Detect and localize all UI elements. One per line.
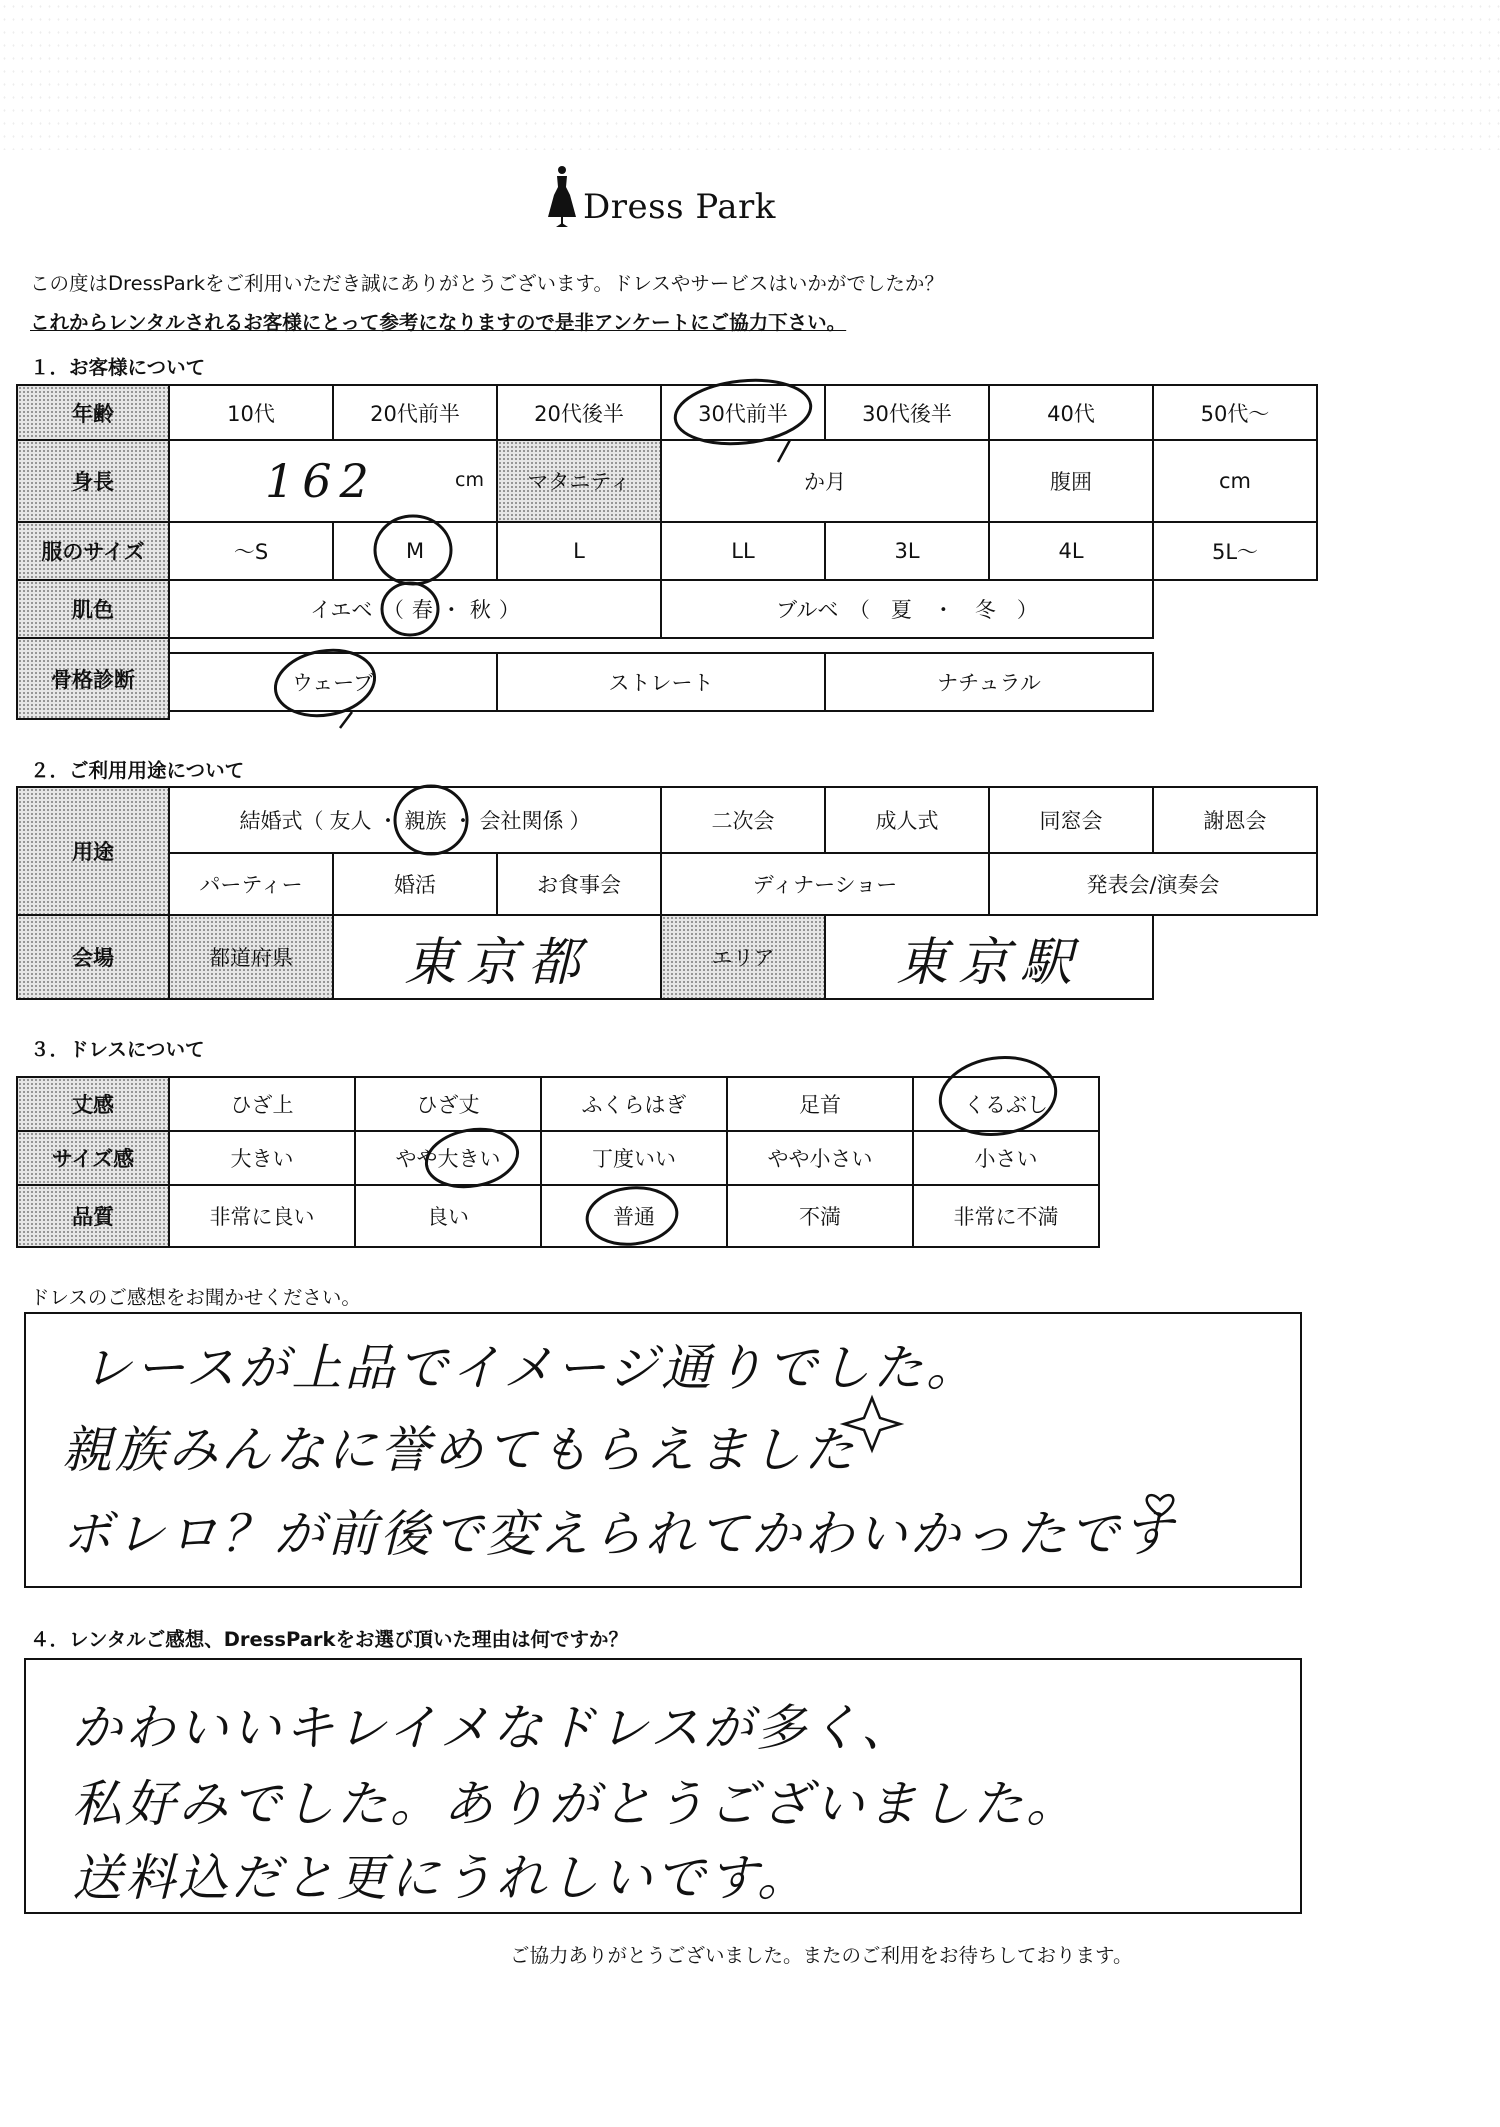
size-option-selected[interactable]: M [332,521,498,581]
fit-label: サイズ感 [16,1130,170,1186]
height-label: 身長 [16,439,170,523]
length-option[interactable]: 足首 [726,1076,914,1132]
size-label: 服のサイズ [16,521,170,581]
waist-unit: cm [1218,469,1251,493]
quality-option[interactable]: 非常に不満 [912,1184,1100,1248]
age-label: 年齢 [16,384,170,441]
fit-option[interactable]: 大きい [168,1130,356,1186]
impression-line: ボレロ？が前後で変えられてかわいかったです [62,1505,1175,1563]
age-option[interactable]: 40代 [988,384,1154,441]
skin-label: 肌色 [16,579,170,639]
height-unit: cm [455,469,484,491]
area-label: エリア [660,914,826,1000]
purpose-label: 用途 [16,786,170,916]
purpose-option[interactable]: 二次会 [660,786,826,854]
size-option[interactable]: 5L～ [1152,521,1318,581]
wedding-sep: ・ [377,809,399,833]
quality-option[interactable]: 良い [354,1184,542,1248]
selection-circle [270,643,380,723]
waist-label: 腹囲 [988,439,1154,523]
intro-line-2: これからレンタルされるお客様にとって参考になりますので是非アンケートにご協力下さい。 [30,311,847,334]
size-option[interactable]: 4L [988,521,1154,581]
section-3-title: ３．ドレスについて [30,1038,205,1061]
height-value: 162 [265,454,377,508]
prefecture-value: 東京都 [403,932,590,993]
quality-option[interactable]: 非常に良い [168,1184,356,1248]
reason-line: 私好みでした。ありがとうございました。 [72,1775,1079,1833]
prefecture-label: 都道府県 [168,914,334,1000]
size-option[interactable]: LL [660,521,826,581]
area-value: 東京駅 [895,932,1082,993]
section-2-title: ２．ご利用用途について [30,759,245,782]
wedding-sep: ・ [452,809,474,833]
footer-thanks: ご協力ありがとうございました。またのご利用をお待ちしております。 [510,1944,1133,1967]
age-option-selected[interactable]: 30代前半 [660,384,826,441]
heart-doodle [1147,1495,1174,1516]
skin-separator: ・ [440,598,462,622]
wedding-company[interactable]: 会社関係 [479,809,564,833]
purpose-option[interactable]: 婚活 [332,852,498,916]
selection-tail [340,712,352,728]
selection-tail [778,440,790,462]
skeleton-label: 骨格診断 [16,637,170,720]
age-option[interactable]: 10代 [168,384,334,441]
size-option[interactable]: 3L [824,521,990,581]
selection-circle [935,1050,1060,1141]
maternity-label: マタニティ [496,439,662,523]
length-label: 丈感 [16,1076,170,1132]
wedding-suffix: ） [569,809,591,833]
purpose-option[interactable]: 成人式 [824,786,990,854]
impression-line: 親族みんなに誉めてもらえました [62,1421,857,1479]
section-4-title: ４．レンタルご感想、DressParkをお選び頂いた理由は何ですか？ [30,1628,628,1651]
length-option[interactable]: ふくらはぎ [540,1076,728,1132]
selection-circle [395,786,467,854]
purpose-option[interactable]: 謝恩会 [1152,786,1318,854]
reason-line: 送料込だと更にうれしいです。 [72,1849,810,1907]
fit-option-selected[interactable]: やや大きい [354,1130,542,1186]
fit-option[interactable]: やや小さい [726,1130,914,1186]
wedding-friend[interactable]: 友人 [329,809,372,833]
section-1-title: １．お客様について [30,356,206,379]
age-option[interactable]: 20代後半 [496,384,662,441]
size-option[interactable]: L [496,521,662,581]
length-option-selected[interactable]: くるぶし [912,1076,1100,1132]
maternity-months-unit: か月 [804,470,846,494]
age-option[interactable]: 30代後半 [824,384,990,441]
selection-circle [672,374,814,450]
skin-close: ） [498,598,520,622]
reason-line: かわいいキレイメなドレスが多く、 [72,1699,914,1757]
quality-label: 品質 [16,1184,170,1248]
skeleton-option[interactable]: ナチュラル [824,652,1154,712]
age-option[interactable]: 50代～ [1152,384,1318,441]
quality-option[interactable]: 不満 [726,1184,914,1248]
skin-autumn[interactable]: 秋 [469,598,491,622]
impressions-prompt: ドレスのご感想をお聞かせください。 [30,1286,361,1309]
skeleton-option[interactable]: ストレート [496,652,826,712]
purpose-option[interactable]: ディナーショー [660,852,990,916]
selection-circle [382,583,438,635]
size-option[interactable]: ～S [168,521,334,581]
skin-blue-option[interactable]: ブルベ （ 夏 ・ 冬 ） [660,579,1154,639]
purpose-option[interactable]: パーティー [168,852,334,916]
logo-text: Dress Park [583,187,776,227]
wedding-prefix: 結婚式（ [239,809,324,833]
impression-line: レースが上品でイメージ通りでした。 [82,1339,979,1397]
quality-option-selected[interactable]: 普通 [540,1184,728,1248]
wedding-relative[interactable]: 親族 [404,809,447,833]
age-option[interactable]: 20代前半 [332,384,498,441]
purpose-option[interactable]: 発表会/演奏会 [988,852,1318,916]
length-option[interactable]: ひざ丈 [354,1076,542,1132]
purpose-option[interactable]: お食事会 [496,852,662,916]
fit-option[interactable]: 丁度いい [540,1130,728,1186]
selection-circle [422,1122,522,1193]
skeleton-option-selected[interactable]: ウェーブ [168,652,498,712]
purpose-option[interactable]: 同窓会 [988,786,1154,854]
venue-label: 会場 [16,914,170,1000]
selection-circle [584,1183,679,1248]
length-option[interactable]: ひざ上 [168,1076,356,1132]
skin-spring[interactable]: 春 [411,598,433,622]
selection-circle [375,516,451,584]
fit-option[interactable]: 小さい [912,1130,1100,1186]
intro-line-1: この度はDressParkをご利用いただき誠にありがとうございます。ドレスやサービスはいかがでしたか？ [30,272,944,295]
sparkle-doodle [844,1398,900,1450]
skin-yellow-base: イエベ （ [310,598,404,622]
